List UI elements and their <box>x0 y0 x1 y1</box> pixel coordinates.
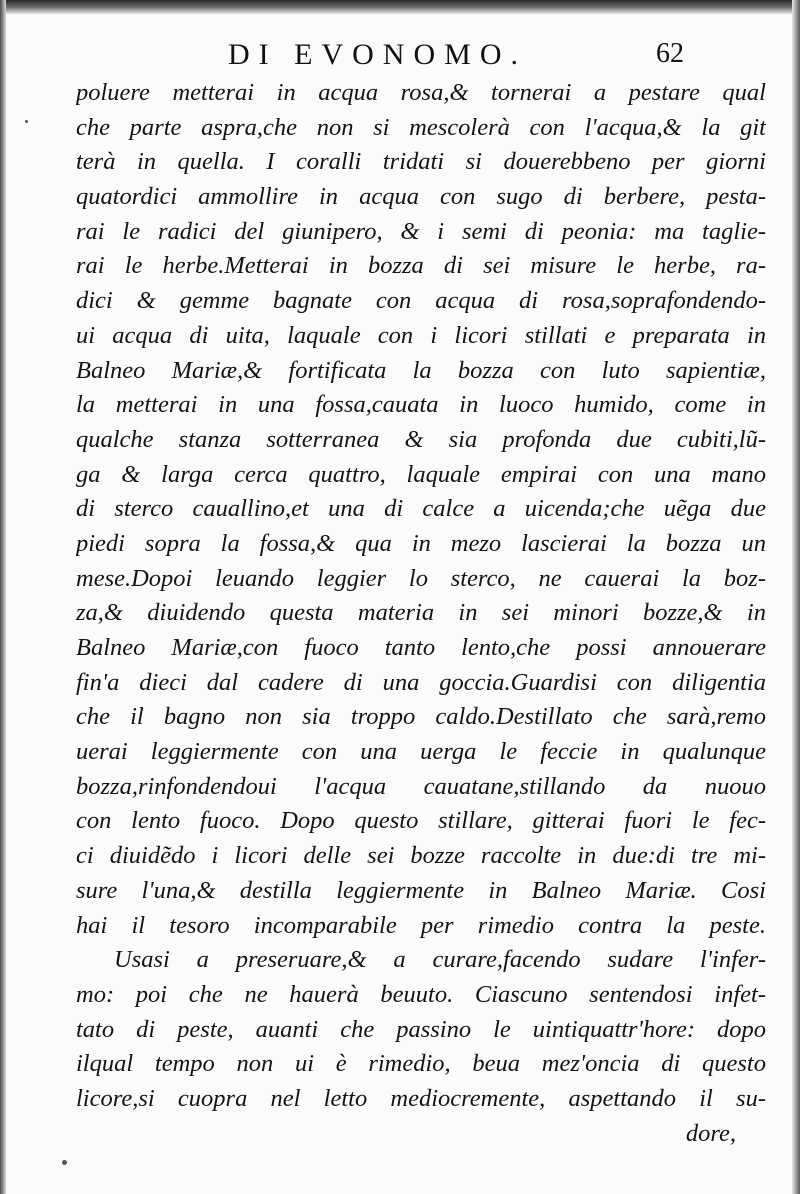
catchword: dore, <box>685 1119 736 1147</box>
text-line-paragraph-start: Usasi a preseruare,& a curare,facendo sudare l'infer- <box>114 946 766 974</box>
text-line: Balneo Mariæ,& fortificata la bozza con luto sapientiæ, <box>76 356 766 384</box>
text-line: fin'a dieci dal cadere di una goccia.Guardisi con diligentia <box>76 668 766 696</box>
page-right-edge-shadow <box>792 0 800 1194</box>
text-line: rai le herbe.Metterai in bozza di sei misure le herbe, ra- <box>76 252 766 280</box>
text-line: Balneo Mariæ,con fuoco tanto lento,che possi annouerare <box>76 634 766 661</box>
text-line: qualche stanza sotterranea & sia profonda due cubiti,lũ- <box>76 425 766 453</box>
text-line: la metterai in una fossa,cauata in luoco humido, come in <box>76 391 766 419</box>
text-line: che parte aspra,che non si mescolerà con l'acqua,& la git <box>76 113 766 141</box>
text-line: ui acqua di uita, laquale con i licori stillati e preparata in <box>76 321 766 349</box>
text-line: poluere metterai in acqua rosa,& tornerai a pestare qual <box>76 79 766 106</box>
text-line: terà in quella. I coralli tridati si douerebbeno per giorni <box>76 148 766 176</box>
text-line: ilqual tempo non ui è rimedio, beua mez'oncia di questo <box>76 1050 766 1078</box>
text-line: bozza,rinfondendoui l'acqua cauatane,stillando da nuouo <box>76 772 766 800</box>
text-line: hai il tesoro incomparabile per rimedio contra la peste. <box>76 911 766 939</box>
page-left-edge-shadow <box>0 0 6 1194</box>
ink-speck <box>25 120 28 123</box>
page-number: 62 <box>656 38 684 69</box>
text-line: tato di peste, auanti che passino le uintiquattr'hore: dopo <box>76 1015 766 1043</box>
running-head: DI EVONOMO. <box>228 38 527 71</box>
text-line: che il bagno non sia troppo caldo.Destillato che sarà,remo <box>76 703 766 731</box>
page-top-edge-shadow <box>0 0 800 14</box>
text-line: uerai leggiermente con una uerga le feccie in qualunque <box>76 738 766 766</box>
text-line: licore,si cuopra nel letto mediocremente, aspettando il su- <box>76 1084 766 1112</box>
text-line: mese.Dopoi leuando leggier lo sterco, ne cauerai la boz- <box>76 564 766 592</box>
text-line: dici & gemme bagnate con acqua di rosa,soprafondendo- <box>76 287 766 315</box>
text-line: za,& diuidendo questa materia in sei minori bozze,& in <box>76 599 766 627</box>
text-line: quatordici ammollire in acqua con sugo di berbere, pesta- <box>76 183 766 211</box>
ink-speck <box>62 1160 67 1165</box>
text-line: con lento fuoco. Dopo questo stillare, gitterai fuori le fec- <box>76 807 766 835</box>
text-line: di sterco cauallino,et una di calce a uicenda;che uẽga due <box>76 495 766 523</box>
text-line: ga & larga cerca quattro, laquale empirai con una mano <box>76 460 766 488</box>
text-line: ci diuidẽdo i licori delle sei bozze raccolte in due:di tre mi- <box>76 842 766 870</box>
text-line: sure l'una,& destilla leggiermente in Balneo Mariæ. Cosi <box>76 876 766 904</box>
text-line: mo: poi che ne hauerà beuuto. Ciascuno sentendosi infet- <box>76 980 766 1008</box>
text-line: rai le radici del giunipero, & i semi di peonia: ma taglie- <box>76 217 766 245</box>
text-line: piedi sopra la fossa,& qua in mezo lascierai la bozza un <box>76 529 766 557</box>
body-text <box>76 76 766 1151</box>
